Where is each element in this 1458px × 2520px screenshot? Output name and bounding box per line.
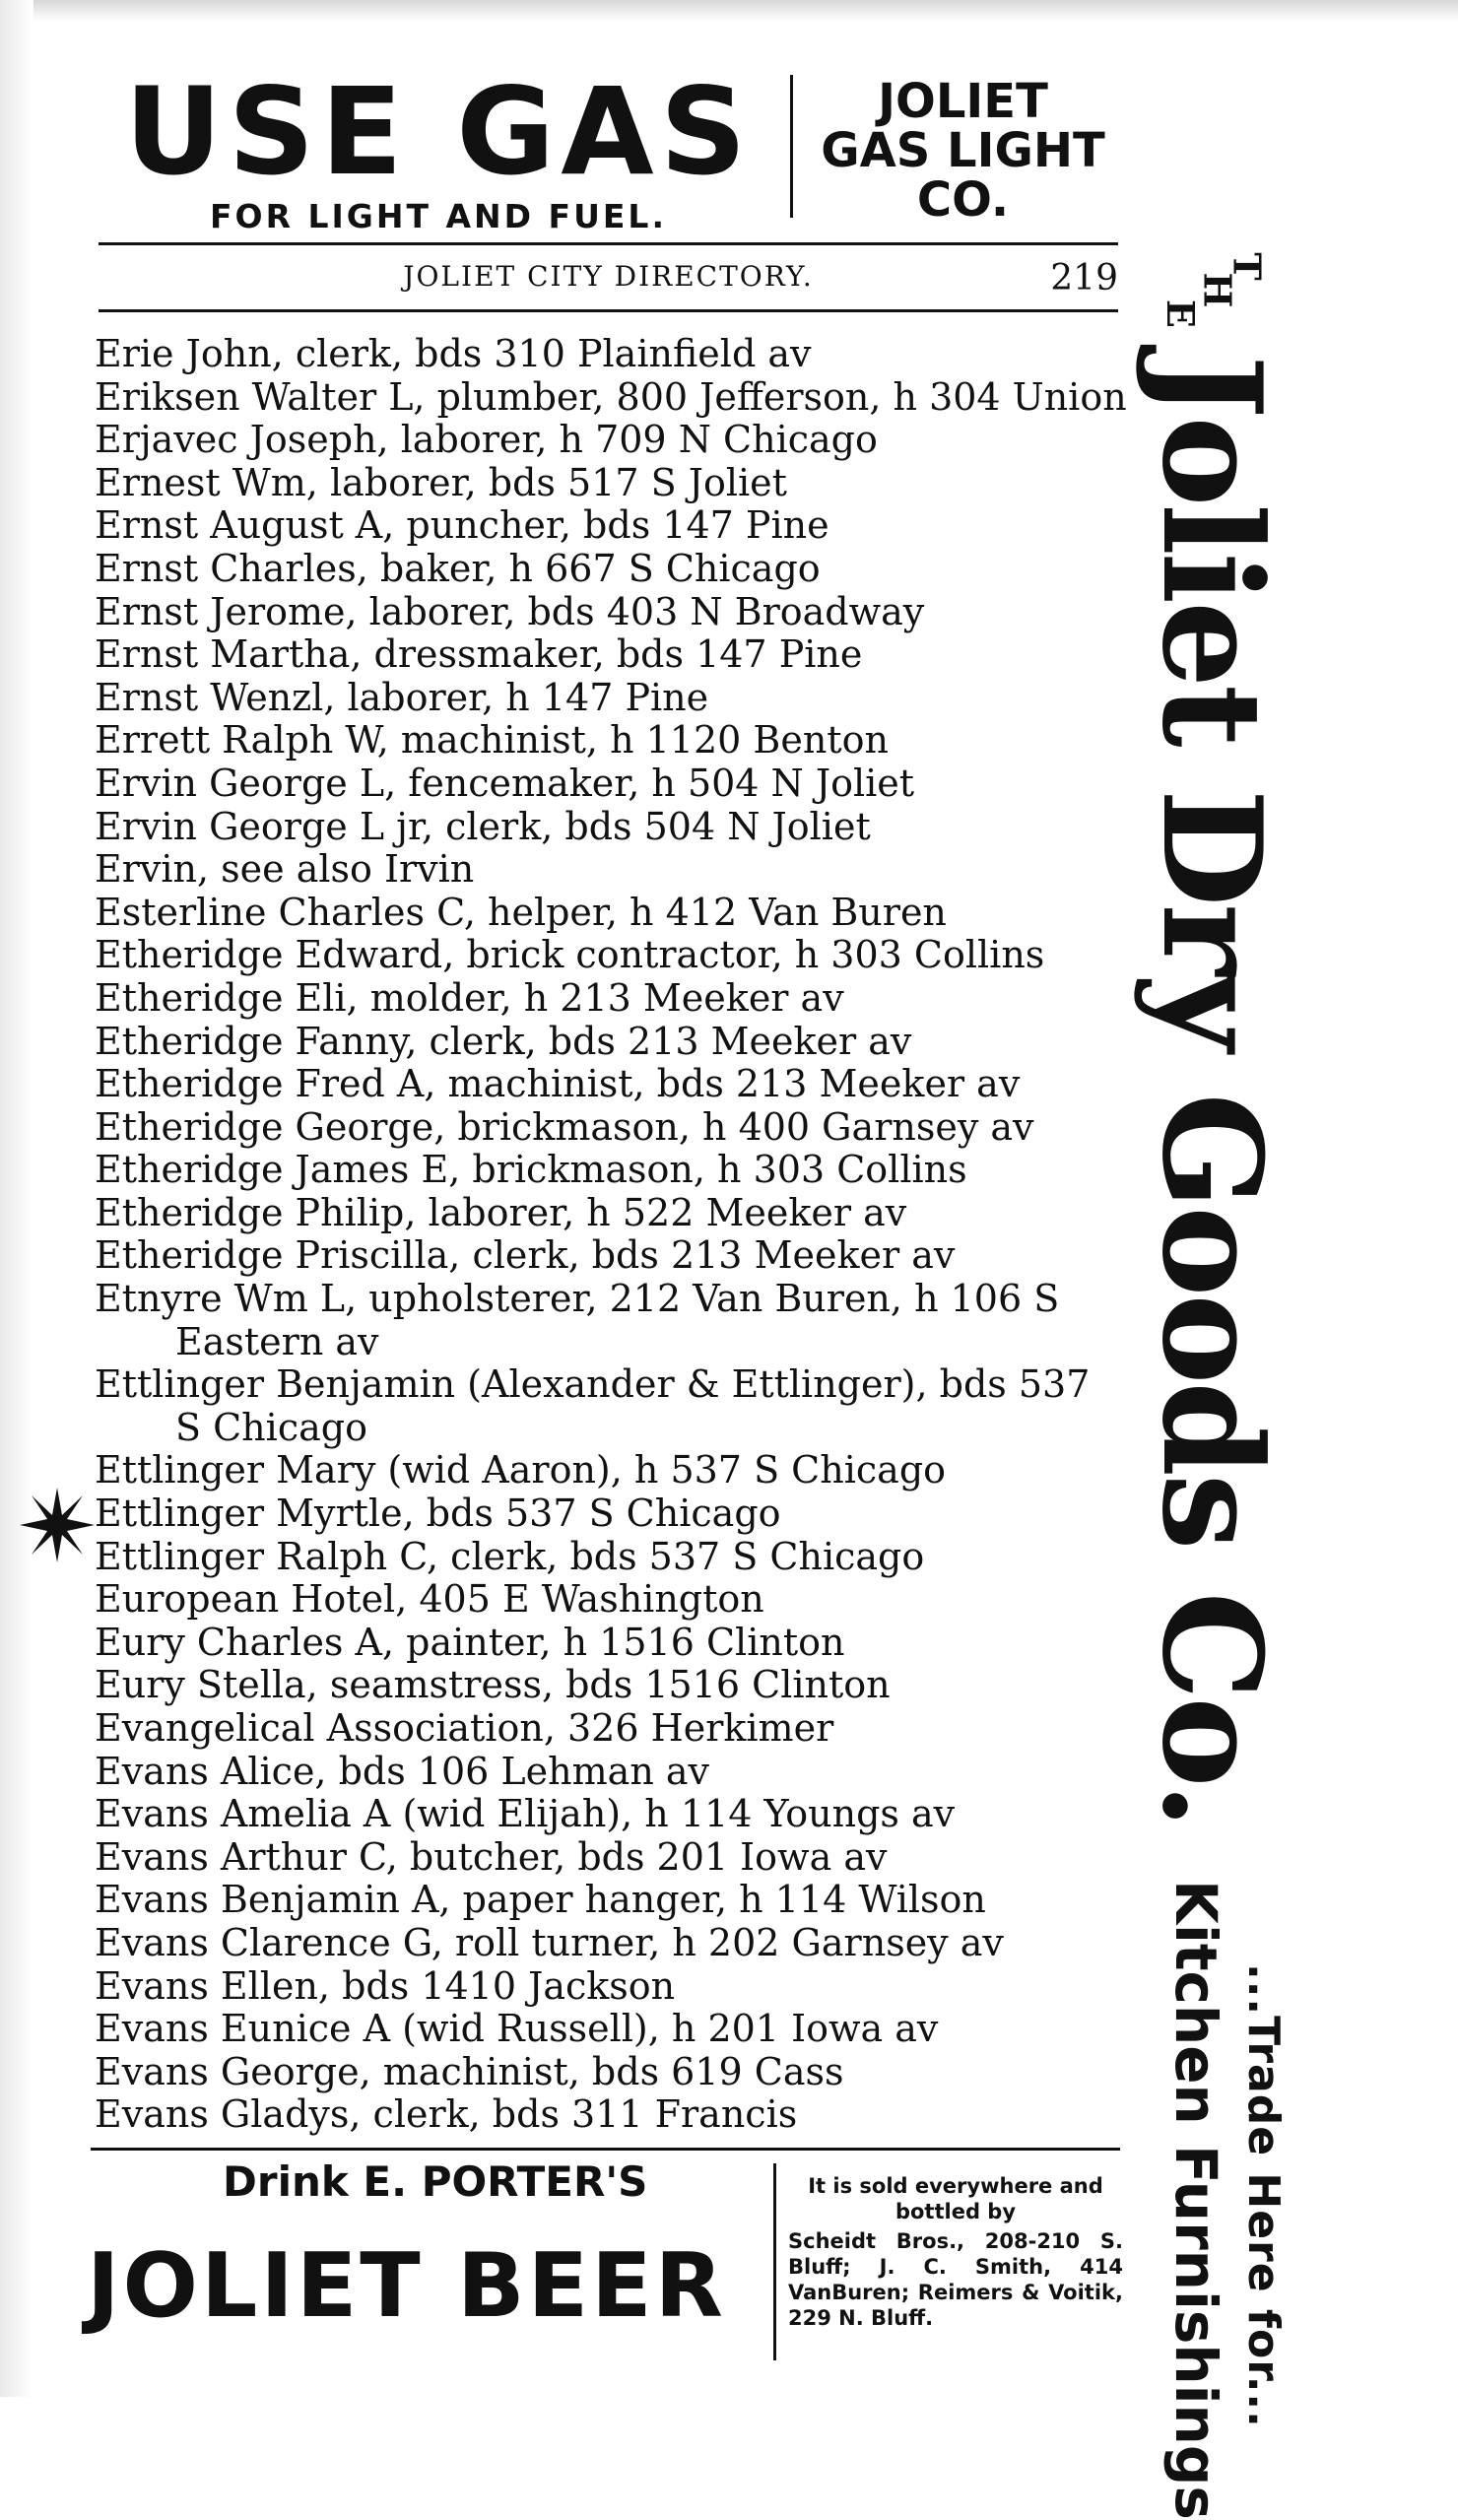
directory-entry: Eriksen Walter L, plumber, 800 Jefferson, h 304 Union <box>95 374 1127 419</box>
directory-entry: Etheridge Fanny, clerk, bds 213 Meeker av <box>95 1019 912 1063</box>
header-top-rule <box>99 242 1118 245</box>
directory-entry: Ernst Wenzl, laborer, h 147 Pine <box>95 675 709 719</box>
directory-entry: Ernst August A, puncher, bds 147 Pine <box>95 503 829 548</box>
directory-entry: Ervin George L, fencemaker, h 504 N Joliet <box>95 761 915 805</box>
top-advertisement <box>99 62 1118 235</box>
page-edge-top <box>0 0 1458 22</box>
directory-entry: Evans Benjamin A, paper hanger, h 114 Wilson <box>95 1878 986 1922</box>
directory-entry: Errett Ralph W, machinist, h 1120 Benton <box>95 718 889 763</box>
directory-entry: Ervin George L jr, clerk, bds 504 N Joliet <box>95 804 871 848</box>
beer-bottlers: Scheidt Bros., 208-210 S. Bluff; J. C. Smith, 414 VanBuren; Reimers & Voitik, 229 N. Bluff. <box>788 2229 1123 2330</box>
directory-entry: Eury Stella, seamstress, bds 1516 Clinton <box>95 1663 891 1707</box>
side-the-letters <box>1131 244 1269 333</box>
directory-entry: Etheridge Philip, laborer, h 522 Meeker av <box>95 1190 907 1234</box>
directory-entry: Etheridge James E, brickmason, h 303 Collins <box>95 1148 967 1192</box>
page-number: 219 <box>1050 258 1118 298</box>
use-gas-block <box>99 62 778 235</box>
bottom-advertisement <box>87 2157 1123 2374</box>
directory-entry: Ernst Charles, baker, h 667 S Chicago <box>95 546 821 590</box>
directory-entry: Evans Eunice A (wid Russell), h 201 Iowa av <box>95 2007 939 2051</box>
directory-entry: Etheridge Edward, brick contractor, h 303 Collins <box>95 933 1045 977</box>
beer-bottled-line: bottled by <box>895 2200 1017 2223</box>
side-company-name: Joliet Dry Goods Co. <box>1132 355 1292 1827</box>
beer-name: JOLIET BEER <box>87 2234 726 2338</box>
gas-company-line: CO. <box>916 172 1010 228</box>
gas-company-name <box>808 74 1118 228</box>
ad-divider <box>790 75 793 218</box>
directory-entry: European Hotel, 405 E Washington <box>95 1577 764 1622</box>
beer-sold-info <box>788 2173 1123 2331</box>
side-the-letter: T <box>1225 252 1270 281</box>
directory-entry: Ettlinger Myrtle, bds 537 S Chicago <box>95 1492 781 1536</box>
side-advertisement <box>1131 244 1298 2520</box>
beer-sold-line: It is sold everywhere and <box>808 2174 1103 2198</box>
use-gas-subline: FOR LIGHT AND FUEL. <box>210 197 667 235</box>
directory-entry: Ernst Martha, dressmaker, bds 147 Pine <box>95 632 863 677</box>
side-kitchen-line: Kitchen Furnishings <box>1162 1880 1229 2520</box>
running-header <box>99 258 1118 298</box>
footer-rule <box>91 2148 1120 2151</box>
directory-entry: Etheridge Priscilla, clerk, bds 213 Meeker av <box>95 1233 956 1278</box>
directory-entry: Evangelical Association, 326 Herkimer <box>95 1706 834 1750</box>
side-the-letter: H <box>1195 272 1240 308</box>
directory-entries <box>95 332 1127 2137</box>
directory-title: JOLIET CITY DIRECTORY. <box>403 260 814 293</box>
use-gas-headline: USE GAS <box>124 62 753 202</box>
directory-entry: Esterline Charles C, helper, h 412 Van Buren <box>95 890 947 934</box>
directory-entry: Erjavec Joseph, laborer, h 709 N Chicago <box>95 418 878 462</box>
directory-entry-continuation: S Chicago <box>175 1405 367 1449</box>
beer-drink-line: Drink E. PORTER'S <box>223 2157 648 2206</box>
directory-entry: Etnyre Wm L, upholsterer, 212 Van Buren, h 106 S <box>95 1277 1060 1321</box>
gas-company-line: GAS LIGHT <box>821 123 1105 178</box>
side-the-letter: E <box>1158 299 1203 328</box>
directory-entry: Evans George, machinist, bds 619 Cass <box>95 2049 844 2093</box>
header-bottom-rule <box>99 309 1118 312</box>
directory-entry: Evans Alice, bds 106 Lehman av <box>95 1749 709 1793</box>
directory-entry: Evans Gladys, clerk, bds 311 Francis <box>95 2092 798 2137</box>
beer-ad-divider <box>773 2163 776 2360</box>
directory-entry: Evans Ellen, bds 1410 Jackson <box>95 1963 676 2008</box>
star-marker-icon <box>18 1486 97 1564</box>
directory-entry: Evans Clarence G, roll turner, h 202 Garnsey av <box>95 1920 1004 1964</box>
gas-company-line: JOLIET <box>878 74 1048 129</box>
directory-entry: Evans Amelia A (wid Elijah), h 114 Youngs av <box>95 1792 956 1836</box>
directory-entry: Evans Arthur C, butcher, bds 201 Iowa av <box>95 1834 888 1879</box>
directory-entry: Etheridge George, brickmason, h 400 Garnsey av <box>95 1104 1034 1149</box>
directory-entry: Etheridge Fred A, machinist, bds 213 Meeker av <box>95 1062 1021 1106</box>
directory-entry: Erie John, clerk, bds 310 Plainfield av <box>95 332 812 375</box>
directory-entry: Eury Charles A, painter, h 1516 Clinton <box>95 1620 845 1664</box>
page-edge-left <box>0 0 33 2397</box>
directory-entry: Ettlinger Ralph C, clerk, bds 537 S Chicago <box>95 1534 925 1578</box>
side-trade-line: ...Trade Here for... <box>1238 1963 1289 2428</box>
directory-entry-continuation: Eastern av <box>175 1319 379 1363</box>
directory-entry: Ernest Wm, laborer, bds 517 S Joliet <box>95 460 787 504</box>
directory-entry: Ettlinger Mary (wid Aaron), h 537 S Chicago <box>95 1448 947 1492</box>
directory-entry: Ettlinger Benjamin (Alexander & Ettlinger), bds 537 <box>95 1362 1091 1407</box>
directory-entry: Ervin, see also Irvin <box>95 847 475 892</box>
directory-entry: Etheridge Eli, molder, h 213 Meeker av <box>95 975 844 1020</box>
directory-entry: Ernst Jerome, laborer, bds 403 N Broadway <box>95 589 925 633</box>
